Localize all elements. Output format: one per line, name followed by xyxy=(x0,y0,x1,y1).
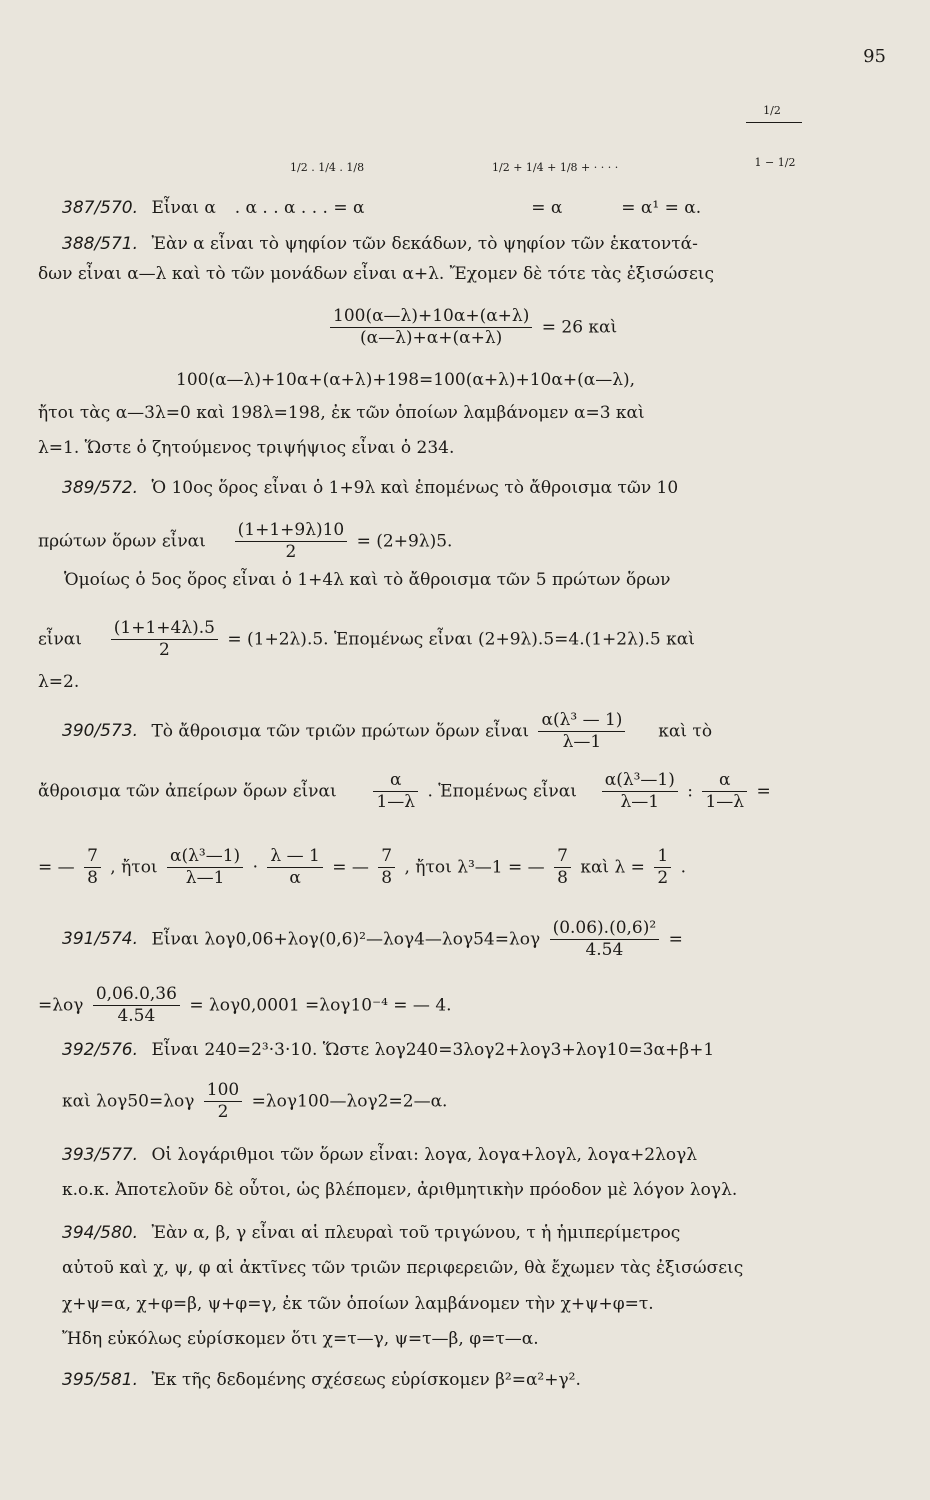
fraction xyxy=(702,770,747,814)
numerator: α xyxy=(373,770,418,792)
exponent-product: 1/2 . 1/4 . 1/8 xyxy=(290,161,365,174)
numerator: 100 xyxy=(204,1080,242,1102)
big-exponent-bar xyxy=(746,122,802,123)
fraction xyxy=(538,710,625,754)
denominator: 1—λ xyxy=(376,792,416,813)
problem-label: 393/577. xyxy=(62,1145,139,1165)
fraction xyxy=(111,618,218,662)
problem-392-line2 xyxy=(62,1080,900,1124)
denominator: 2 xyxy=(657,868,669,889)
text: Ὁ 10ος ὅρος εἶναι ὁ 1+9λ καὶ ἑπομένως τὸ ἄθροισμα τῶν 10 xyxy=(151,478,679,498)
fraction xyxy=(550,918,660,962)
text: = (2+9λ)5. xyxy=(356,531,453,552)
numerator: 0,06.0,36 xyxy=(93,984,180,1006)
denominator: 4.54 xyxy=(117,1006,156,1027)
big-exponent-num: 1/2 xyxy=(763,104,781,117)
denominator: 1—λ xyxy=(705,792,745,813)
denominator: λ—1 xyxy=(620,792,660,813)
fraction xyxy=(204,1080,242,1124)
problem-392-line1 xyxy=(62,1042,900,1059)
fraction xyxy=(330,306,532,350)
numerator: λ — 1 xyxy=(267,846,322,868)
text: = xyxy=(756,781,771,802)
numerator: 1 xyxy=(654,846,671,868)
problem-389-line3: Ὁμοίως ὁ 5ος ὅρος εἶναι ὁ 1+4λ καὶ τὸ ἄθροισμα τῶν 5 πρώτων ὅρων xyxy=(64,570,671,590)
text: Ἐὰν α, β, γ εἶναι αἱ πλευραὶ τοῦ τριγώνου, τ ἡ ἡμιπερίμετρος xyxy=(151,1223,681,1243)
problem-388-line3: ἤτοι τὰς α—3λ=0 καὶ 198λ=198, ἐκ τῶν ὁποίων λαμβάνομεν α=3 καὶ xyxy=(38,403,645,423)
numerator: α xyxy=(702,770,747,792)
text: καὶ λ = xyxy=(580,857,645,878)
fraction xyxy=(654,846,671,890)
fraction xyxy=(167,846,243,890)
text: = (1+2λ).5. Ἑπομένως εἶναι (2+9λ).5=4.(1+2λ).5 καὶ xyxy=(227,629,695,650)
problem-label: 391/574. xyxy=(62,929,139,950)
problem-389-line4 xyxy=(38,618,900,662)
text: καὶ λογ50=λογ xyxy=(62,1091,195,1112)
numerator: 100(α—λ)+10α+(α+λ) xyxy=(330,306,532,328)
text: = α xyxy=(531,198,563,218)
numerator: α(λ³ — 1) xyxy=(538,710,625,732)
numerator: 7 xyxy=(84,846,101,868)
denominator: 2 xyxy=(217,1102,229,1123)
problem-394-line2: αὐτοῦ καὶ χ, ψ, φ αἱ ἀκτῖνες τῶν τριῶν περιφερειῶν, θὰ ἔχωμεν τὰς ἐξισώσεις xyxy=(62,1258,744,1278)
text: Οἱ λογάριθμοι τῶν ὅρων εἶναι: λογα, λογα+λογλ, λογα+2λογλ xyxy=(151,1145,698,1165)
text: Εἶναι 240=2³·3·10. Ὥστε λογ240=3λογ2+λογ3+λογ10=3α+β+1 xyxy=(151,1040,715,1060)
text: καὶ τὸ xyxy=(658,721,713,742)
fraction xyxy=(373,770,418,814)
equation-388-2: 100(α—λ)+10α+(α+λ)+198=100(α+λ)+10α+(α—λ), xyxy=(176,370,635,390)
text: =λογ xyxy=(38,995,84,1016)
text: . α . . α . . . = α xyxy=(234,198,365,218)
problem-label: 389/572. xyxy=(62,478,139,498)
problem-390-line3 xyxy=(38,846,900,890)
text: = λογ0,0001 =λογ10⁻⁴ = — 4. xyxy=(189,995,452,1016)
fraction xyxy=(93,984,180,1028)
numerator: 7 xyxy=(378,846,395,868)
fraction xyxy=(84,846,101,890)
problem-390-line2 xyxy=(38,770,900,814)
problem-391-line2 xyxy=(38,984,900,1028)
text: = — xyxy=(332,857,369,878)
numerator: α(λ³—1) xyxy=(602,770,678,792)
problem-394-line3: χ+ψ=α, χ+φ=β, ψ+φ=γ, ἐκ τῶν ὁποίων λαμβάνομεν τὴν χ+ψ+φ=τ. xyxy=(62,1294,654,1314)
denominator: λ—1 xyxy=(562,732,602,753)
text: = α¹ = α. xyxy=(621,198,702,218)
text: Τὸ ἄθροισμα τῶν τριῶν πρώτων ὅρων εἶναι xyxy=(151,721,530,742)
equation-388-1 xyxy=(326,306,900,350)
problem-389-line1 xyxy=(62,480,900,497)
text: Εἶναι α xyxy=(151,198,216,218)
denominator: 2 xyxy=(158,640,170,661)
problem-389-line2 xyxy=(38,520,900,564)
big-exponent-den: 1 − 1/2 xyxy=(754,156,796,169)
text: = xyxy=(668,929,683,950)
text: ἄθροισμα τῶν ἀπείρων ὅρων εἶναι xyxy=(38,781,337,802)
problem-390-line1 xyxy=(62,710,900,754)
problem-394-line4: Ἤδη εὐκόλως εὑρίσκομεν ὅτι χ=τ—γ, ψ=τ—β, φ=τ—α. xyxy=(62,1329,539,1349)
problem-label: 387/570. xyxy=(62,198,139,218)
numerator: 7 xyxy=(554,846,571,868)
fraction xyxy=(235,520,348,564)
numerator: (0.06).(0,6)² xyxy=(550,918,660,940)
numerator: (1+1+9λ)10 xyxy=(235,520,348,542)
text: Ἐκ τῆς δεδομένης σχέσεως εὑρίσκομεν β²=α²+γ². xyxy=(151,1370,581,1390)
page-number: 95 xyxy=(863,46,886,67)
problem-388-line4: λ=1. Ὥστε ὁ ζητούμενος τριψήψιος εἶναι ὁ 234. xyxy=(38,438,455,458)
denominator: α xyxy=(289,868,301,889)
text: . Ἑπομένως εἶναι xyxy=(427,781,577,802)
text: · xyxy=(252,857,258,878)
problem-389-line5: λ=2. xyxy=(38,672,80,692)
problem-395-line1 xyxy=(62,1372,900,1389)
problem-label: 392/576. xyxy=(62,1040,139,1060)
text: πρώτων ὅρων εἶναι xyxy=(38,531,206,552)
problem-label: 394/580. xyxy=(62,1223,139,1243)
numerator: (1+1+4λ).5 xyxy=(111,618,218,640)
problem-393-line1 xyxy=(62,1147,900,1164)
problem-393-line2: κ.ο.κ. Ἀποτελοῦν δὲ οὗτοι, ὡς βλέπομεν, ἀριθμητικὴν πρόοδον μὲ λόγον λογλ. xyxy=(62,1180,738,1200)
fraction xyxy=(554,846,571,890)
text: , ἤτοι λ³—1 = — xyxy=(404,857,545,878)
problem-label: 395/581. xyxy=(62,1370,139,1390)
exponent-series: 1/2 + 1/4 + 1/8 + · · · · xyxy=(492,161,619,174)
denominator: 8 xyxy=(557,868,568,889)
problem-label: 388/571. xyxy=(62,234,139,254)
text: =λογ100—λογ2=2—α. xyxy=(251,1091,448,1112)
text: εἶναι xyxy=(38,629,82,650)
problem-391-line1 xyxy=(62,918,900,962)
text: Εἶναι λογ0,06+λογ(0,6)²—λογ4—λογ54=λογ xyxy=(151,929,541,950)
problem-387 xyxy=(62,200,900,217)
fraction xyxy=(602,770,678,814)
text: Ἐὰν α εἶναι τὸ ψηφίον τῶν δεκάδων, τὸ ψηφίον τῶν ἑκατοντά- xyxy=(151,234,698,254)
text: = 26 καὶ xyxy=(541,317,618,338)
denominator: 2 xyxy=(285,542,297,563)
text: : xyxy=(687,781,694,802)
problem-394-line1 xyxy=(62,1225,900,1242)
problem-388-line2: δων εἶναι α—λ καὶ τὸ τῶν μονάδων εἶναι α+λ. Ἔχομεν δὲ τότε τὰς ἐξισώσεις xyxy=(38,264,714,284)
denominator: (α—λ)+α+(α+λ) xyxy=(360,328,503,349)
text: , ἤτοι xyxy=(110,857,158,878)
denominator: 8 xyxy=(381,868,393,889)
fraction xyxy=(378,846,395,890)
denominator: 8 xyxy=(87,868,98,889)
text: . xyxy=(680,857,686,878)
numerator: α(λ³—1) xyxy=(167,846,243,868)
denominator: 4.54 xyxy=(585,940,624,961)
problem-388-line1 xyxy=(62,236,900,253)
denominator: λ—1 xyxy=(185,868,225,889)
fraction xyxy=(267,846,322,890)
text: = — xyxy=(38,857,75,878)
problem-label: 390/573. xyxy=(62,721,139,742)
